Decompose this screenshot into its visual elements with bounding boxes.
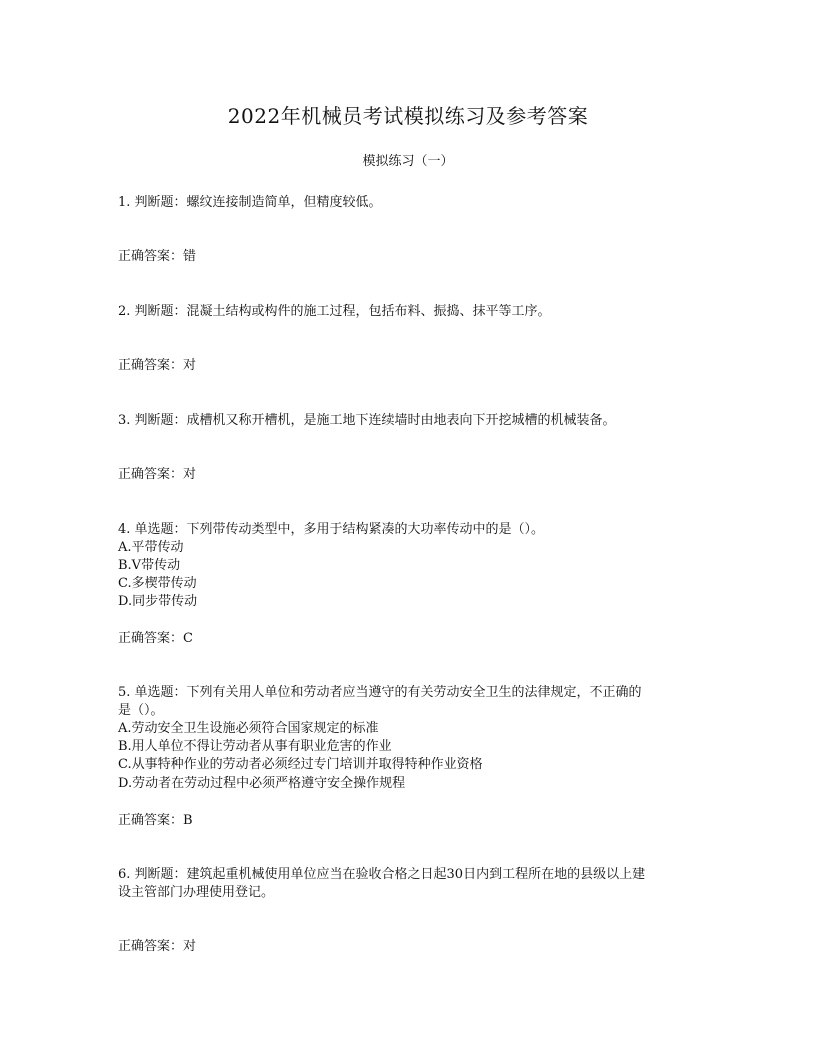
question-5-stem-line2: 是（）。 — [118, 703, 164, 718]
question-4-stem: 4. 单选题：下列带传动类型中，多用于结构紧凑的大功率传动中的是（）。 — [118, 522, 545, 537]
question-6-stem-line1: 6. 判断题：建筑起重机械使用单位应当在验收合格之日起30日内到工程所在地的县级以上建 — [118, 867, 646, 882]
question-2-stem: 2. 判断题：混凝土结构或构件的施工过程，包括布料、振捣、抹平等工序。 — [118, 304, 551, 319]
question-5-option-a: A.劳动安全卫生设施必须符合国家规定的标准 — [118, 721, 379, 736]
question-2-answer: 正确答案：对 — [118, 358, 197, 373]
question-4-option-b: B.V带传动 — [118, 558, 181, 573]
question-5-option-c: C.从事特种作业的劳动者必须经过专门培训并取得特种作业资格 — [118, 757, 483, 772]
question-5-answer: 正确答案：B — [118, 813, 193, 828]
question-6-answer: 正确答案：对 — [118, 939, 197, 954]
question-4-option-c: C.多楔带传动 — [118, 576, 197, 591]
question-3-answer: 正确答案：对 — [118, 467, 197, 482]
question-1-answer: 正确答案：错 — [118, 249, 197, 264]
question-6-stem-line2: 设主管部门办理使用登记。 — [118, 885, 275, 900]
document-subtitle: 模拟练习（一） — [362, 154, 454, 169]
question-5-option-b: B.用人单位不得让劳动者从事有职业危害的作业 — [118, 739, 392, 754]
document-title: 2022年机械员考试模拟练习及参考答案 — [227, 104, 589, 128]
question-5-stem-line1: 5. 单选题：下列有关用人单位和劳动者应当遵守的有关劳动安全卫生的法律规定，不正确的 — [118, 685, 642, 700]
question-5-option-d: D.劳动者在劳动过程中必须严格遵守安全操作规程 — [118, 776, 406, 791]
question-1-stem: 1. 判断题：螺纹连接制造简单，但精度较低。 — [118, 195, 382, 210]
question-3-stem: 3. 判断题：成槽机又称开槽机，是施工地下连续墙时由地表向下开挖城槽的机械装备。 — [118, 413, 616, 428]
question-4-answer: 正确答案：C — [118, 631, 193, 646]
question-4-option-a: A.平带传动 — [118, 540, 184, 555]
question-4-option-d: D.同步带传动 — [118, 594, 198, 609]
